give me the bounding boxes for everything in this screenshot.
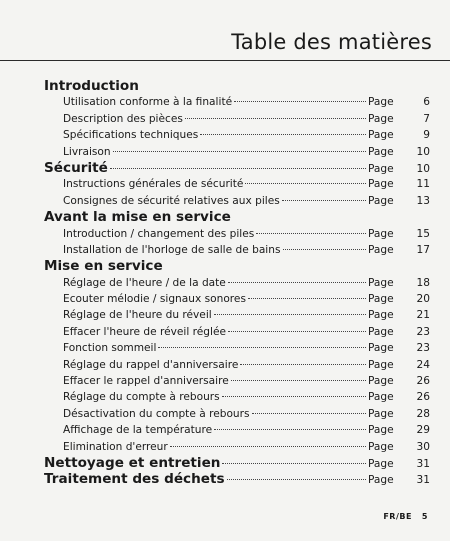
dot-leader	[256, 232, 366, 234]
toc-entry-label: Effacer le rappel d'anniversaire	[63, 375, 229, 388]
footer-page-number: 5	[421, 512, 428, 521]
page-number: 24	[416, 358, 430, 371]
toc-entry	[44, 111, 430, 127]
toc-entry	[44, 226, 430, 242]
dot-leader	[283, 248, 367, 250]
page-label: Page	[368, 178, 394, 191]
page-number: 26	[416, 375, 430, 388]
toc-entry-label: Nettoyage et entretien	[44, 454, 221, 471]
toc-entry	[44, 357, 430, 373]
page-label: Page	[368, 112, 394, 125]
page-number: 31	[416, 457, 430, 470]
toc-entry-label: Instructions générales de sécurité	[63, 178, 244, 191]
dot-leader	[158, 346, 366, 348]
dot-leader	[231, 379, 366, 381]
toc-entry-label: Spécifications techniques	[63, 129, 199, 142]
toc-entry-label: Mise en service	[44, 258, 163, 275]
page-label: Page	[368, 227, 394, 240]
page-label: Page	[368, 145, 394, 158]
page-footer	[383, 512, 428, 521]
toc-entry	[44, 144, 430, 160]
dot-leader	[245, 182, 366, 184]
toc-entry-label: Description des pièces	[63, 112, 183, 125]
page-number: 6	[423, 96, 430, 109]
toc-entry-label: Réglage du compte à rebours	[63, 391, 220, 404]
page-number: 20	[416, 293, 430, 306]
dot-leader	[240, 363, 366, 365]
page-label: Page	[368, 96, 394, 109]
toc-entry-label: Traitement des déchets	[44, 471, 225, 488]
toc-entry	[44, 275, 430, 291]
toc-entry	[44, 193, 430, 209]
page-label: Page	[368, 342, 394, 355]
dot-leader	[282, 199, 366, 201]
toc-entry	[44, 242, 430, 258]
dot-leader	[248, 297, 366, 299]
toc-entry-label: Effacer l'heure de réveil réglée	[63, 325, 226, 338]
toc-section	[44, 258, 430, 274]
toc-entry-label: Réglage de l'heure du réveil	[63, 309, 212, 322]
toc-entry-label: Introduction	[44, 78, 139, 94]
page-number: 31	[416, 474, 430, 487]
toc-entry	[44, 340, 430, 356]
page-label: Page	[368, 309, 394, 322]
toc-entry	[44, 94, 430, 110]
toc-entry-label: Elimination d'erreur	[63, 440, 168, 453]
toc-entry-label: Fonction sommeil	[63, 342, 157, 355]
dot-leader	[185, 117, 366, 119]
toc-entry	[44, 422, 430, 438]
page-label: Page	[368, 358, 394, 371]
toc-entry	[44, 406, 430, 422]
page-label: Page	[368, 129, 394, 142]
page-number: 7	[423, 112, 430, 125]
page-number: 23	[416, 325, 430, 338]
toc-entry-label: Avant la mise en service	[44, 209, 231, 226]
dot-leader	[227, 478, 366, 480]
dot-leader	[200, 133, 366, 135]
page-number: 13	[416, 194, 430, 207]
page-label: Page	[368, 276, 394, 289]
page-label: Page	[368, 293, 394, 306]
dot-leader	[214, 313, 366, 315]
table-of-contents	[44, 78, 430, 488]
toc-entry-label: Installation de l'horloge de salle de bains	[63, 243, 281, 256]
toc-section	[44, 78, 430, 94]
page-label: Page	[368, 325, 394, 338]
page-label: Page	[368, 440, 394, 453]
dot-leader	[113, 150, 366, 152]
page-label: Page	[368, 457, 394, 470]
page-label: Page	[368, 424, 394, 437]
toc-entry-label: Réglage de l'heure / de la date	[63, 276, 226, 289]
page-label: Page	[368, 194, 394, 207]
page-number: 10	[416, 145, 430, 158]
toc-entry-label: Consignes de sécurité relatives aux piles	[63, 194, 280, 207]
dot-leader	[252, 412, 366, 414]
toc-entry	[44, 307, 430, 323]
page-label: Page	[368, 243, 394, 256]
dot-leader	[222, 462, 366, 464]
page-number: 9	[423, 129, 430, 142]
toc-section	[44, 160, 430, 176]
dot-leader	[234, 100, 366, 102]
page-number: 11	[416, 178, 430, 191]
toc-entry-label: Utilisation conforme à la finalité	[63, 96, 233, 109]
toc-section	[44, 471, 430, 487]
page-label: Page	[368, 162, 394, 175]
page-number: 23	[416, 342, 430, 355]
page-label: Page	[368, 474, 394, 487]
dot-leader	[222, 395, 366, 397]
toc-entry-label: Sécurité	[44, 159, 108, 176]
toc-section	[44, 209, 430, 225]
toc-section	[44, 455, 430, 471]
toc-entry	[44, 291, 430, 307]
toc-entry	[44, 373, 430, 389]
page-number: 21	[416, 309, 430, 322]
toc-entry	[44, 176, 430, 192]
toc-entry	[44, 439, 430, 455]
dot-leader	[228, 281, 366, 283]
toc-entry-label: Affichage de la température	[63, 424, 213, 437]
title-divider	[0, 60, 450, 61]
page-label: Page	[368, 407, 394, 420]
page-title: Table des matières	[231, 30, 432, 54]
page-number: 17	[416, 243, 430, 256]
toc-entry	[44, 389, 430, 405]
toc-entry-label: Réglage du rappel d'anniversaire	[63, 358, 239, 371]
page-number: 29	[416, 424, 430, 437]
page-number: 15	[416, 227, 430, 240]
dot-leader	[170, 445, 366, 447]
page-number: 26	[416, 391, 430, 404]
toc-entry-label: Livraison	[63, 145, 111, 158]
dot-leader	[228, 330, 366, 332]
toc-entry	[44, 324, 430, 340]
page-label: Page	[368, 375, 394, 388]
toc-entry-label: Ecouter mélodie / signaux sonores	[63, 293, 246, 306]
page-number: 28	[416, 407, 430, 420]
page-number: 18	[416, 276, 430, 289]
toc-entry	[44, 127, 430, 143]
footer-region: FR/BE	[383, 512, 412, 521]
toc-entry-label: Introduction / changement des piles	[63, 227, 255, 240]
page-label: Page	[368, 391, 394, 404]
toc-entry-label: Désactivation du compte à rebours	[63, 407, 250, 420]
page-number: 10	[416, 162, 430, 175]
dot-leader	[214, 428, 366, 430]
dot-leader	[110, 167, 366, 169]
page-number: 30	[416, 440, 430, 453]
